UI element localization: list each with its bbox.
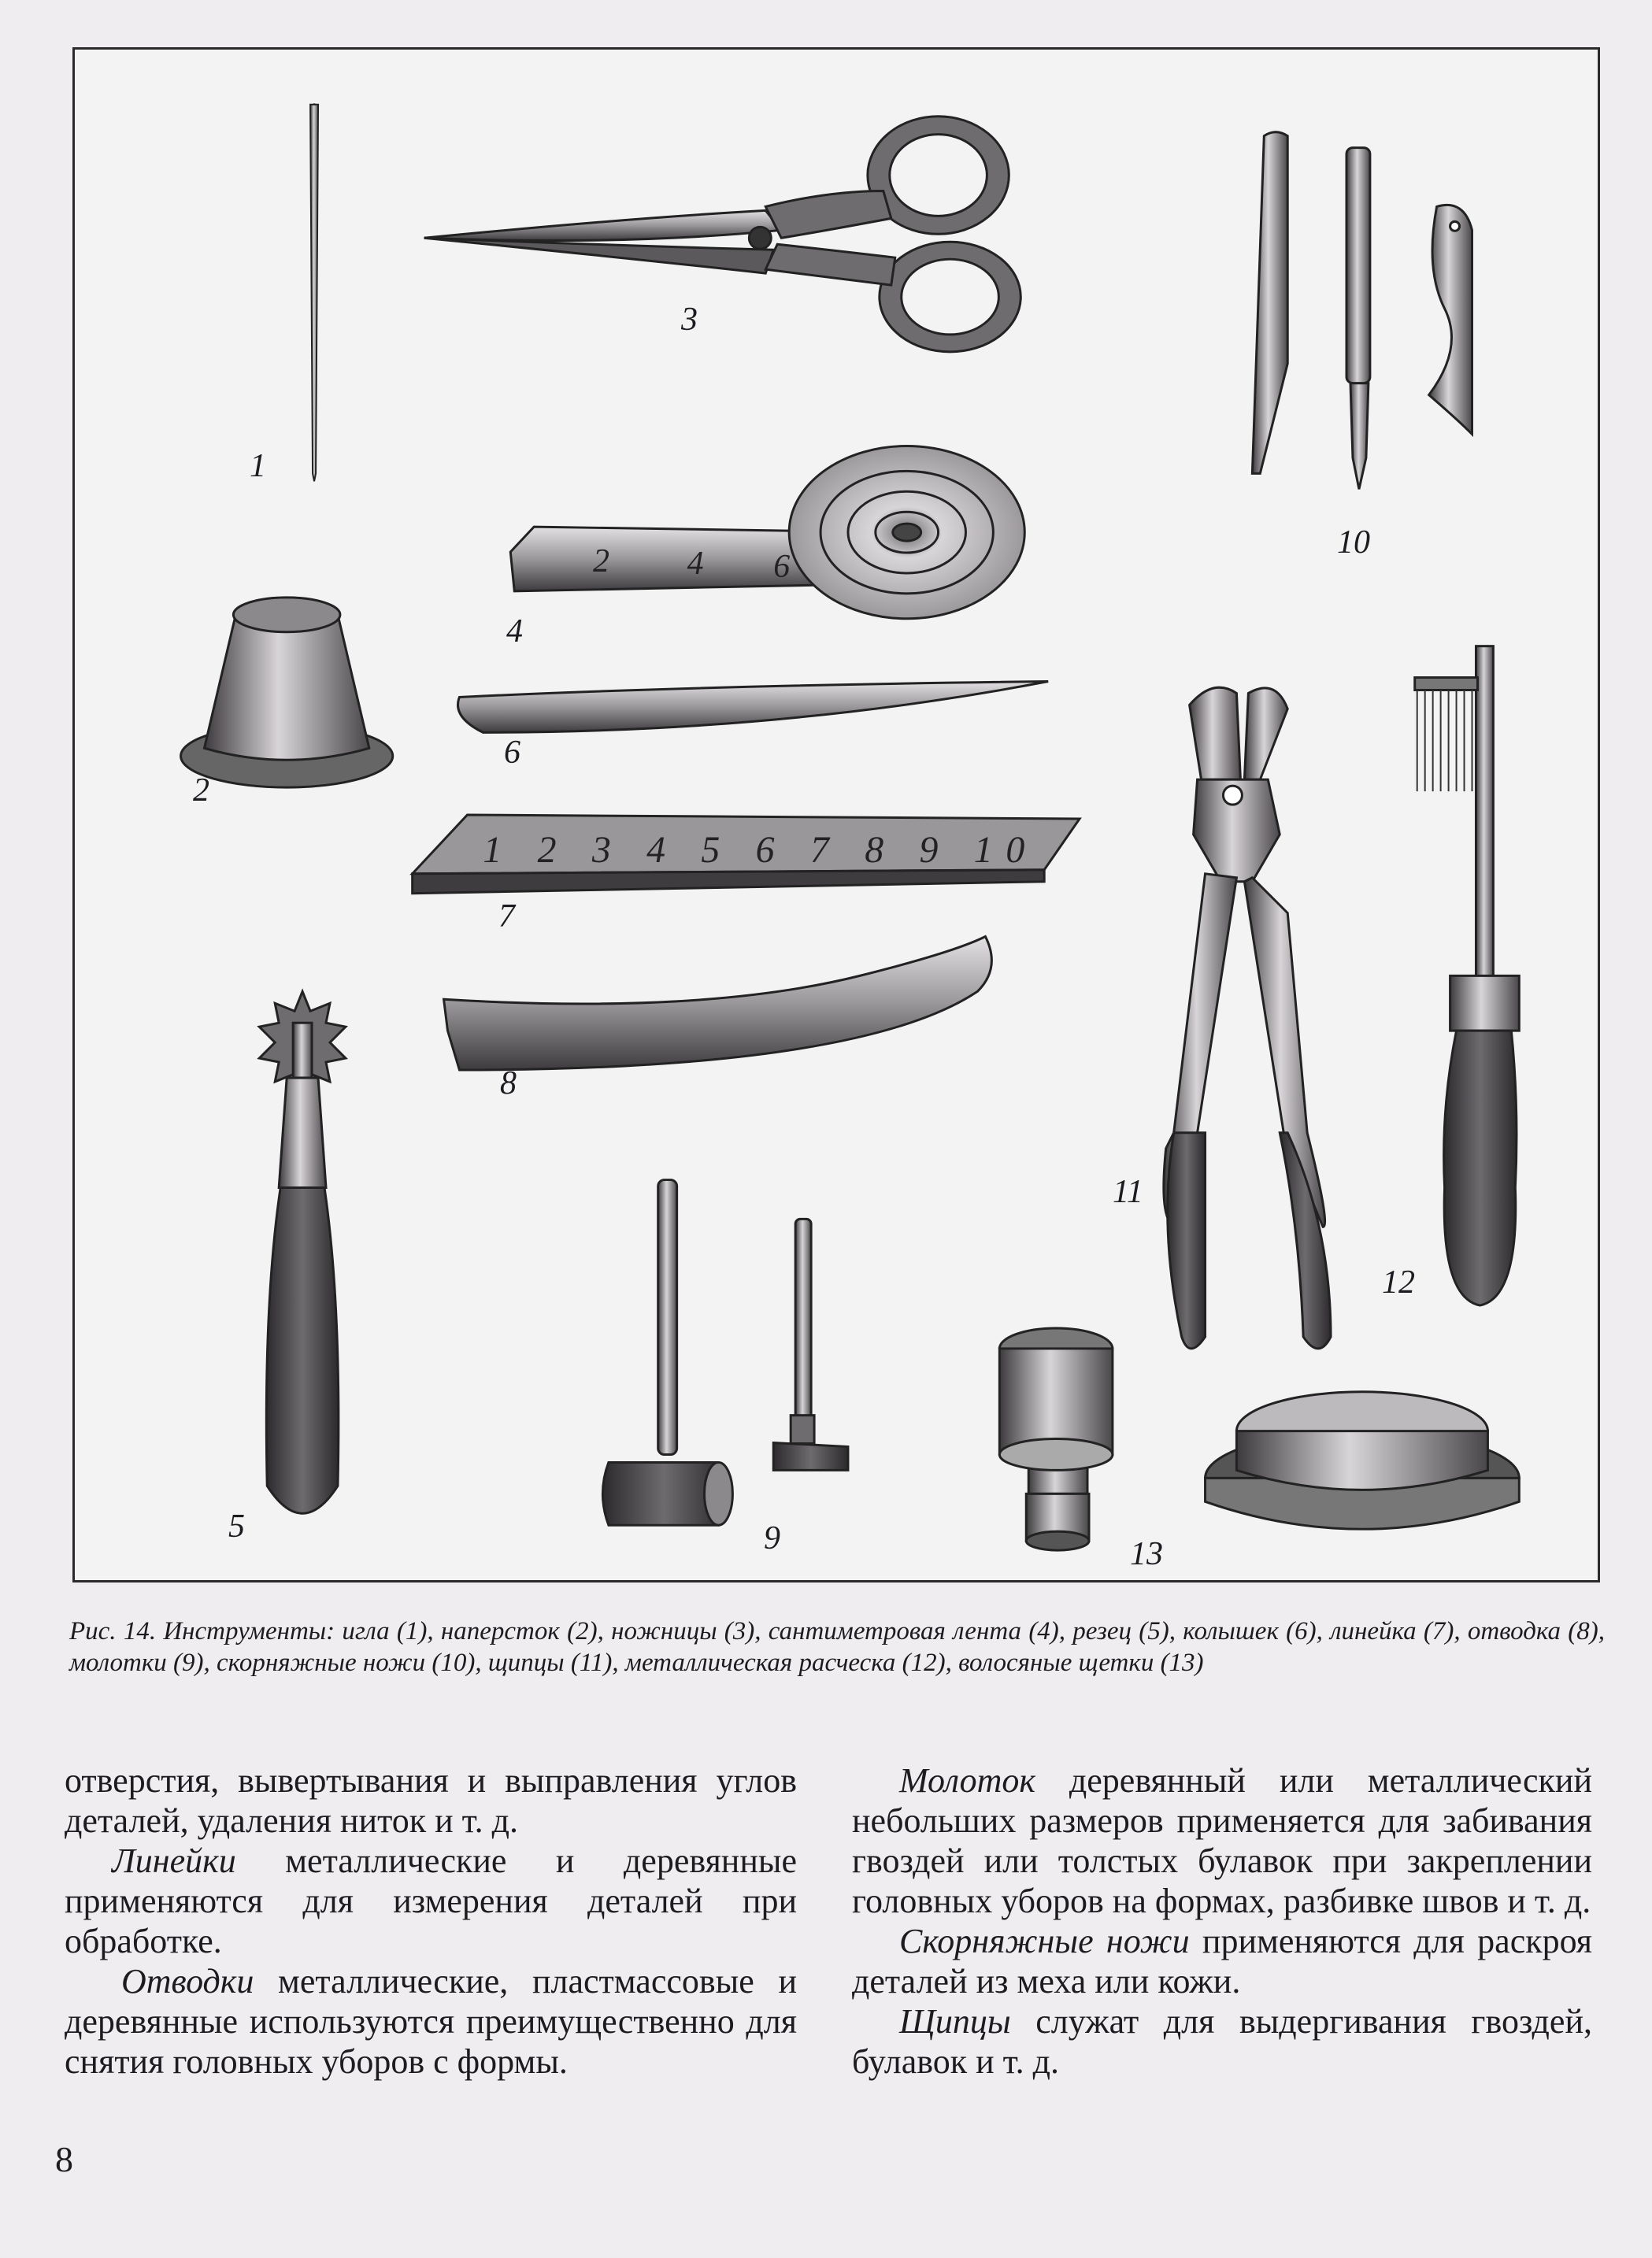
right-paragraph-2: [852, 1921, 1592, 2001]
right-paragraph-1-text: деревянный или металлический небольших размеров применяется для забивания гвоздей или толстых булавок при закреплении головных уборов на формах, разбивке швов и т. д.: [852, 1761, 1592, 1920]
left-paragraph-2-text: металлические и деревянные применяются для измерения деталей при обработке.: [65, 1842, 797, 1960]
label-4: 4: [506, 613, 523, 650]
label-1: 1: [250, 448, 266, 484]
hair-brushes-illustration: [999, 1328, 1519, 1550]
left-paragraph-2: [65, 1841, 797, 1961]
label-8: 8: [500, 1065, 517, 1101]
thimble-illustration: [181, 598, 393, 787]
measuring-tape-illustration: [510, 446, 1024, 618]
hammers-illustration: [602, 1180, 848, 1526]
right-paragraph-1: [852, 1760, 1592, 1921]
label-9: 9: [764, 1520, 780, 1557]
left-paragraph-1: отверстия, вывертывания и выправления углов деталей, удаления ниток и т. д.: [65, 1761, 797, 1840]
scissors-illustration: [424, 117, 1021, 352]
tape-digit-4: 4: [687, 545, 704, 582]
ruler-digits: 1 2 3 4 5 6 7 8 9 10: [483, 828, 1025, 871]
label-6: 6: [504, 735, 520, 771]
right-paragraph-3: [852, 2001, 1592, 2082]
tools-illustration: [75, 50, 1598, 1580]
tracing-wheel-illustration: [259, 991, 346, 1513]
ruler-illustration: [413, 815, 1080, 894]
label-5: 5: [228, 1508, 245, 1545]
peg-illustration: [457, 682, 1048, 733]
needle-illustration: [310, 105, 318, 482]
term-smoothers: Отводки: [121, 1962, 254, 2001]
comb-illustration: [1415, 646, 1520, 1305]
label-13: 13: [1130, 1536, 1163, 1572]
label-12: 12: [1382, 1264, 1415, 1301]
label-10: 10: [1337, 524, 1370, 561]
term-hammer: Молоток: [899, 1761, 1036, 1800]
pliers-illustration: [1164, 687, 1331, 1349]
figure-frame: [72, 47, 1600, 1582]
left-column: [65, 1760, 797, 2082]
fur-knives-illustration: [1252, 132, 1472, 490]
tape-digit-6: 6: [773, 548, 791, 585]
right-paragraph-2-text: применяются для раскроя деталей из меха или кожи.: [852, 1922, 1593, 2001]
figure-caption: Рис. 14. Инструменты: игла (1), наперсток (2), ножницы (3), сантиметровая лента (4), резец (5), колышек (6), линейка (7), отводка (8), молотки (9), скорняжные ножи (10), щипцы (11), металлическая расческа (12), волосяные щетки (13): [69, 1617, 1605, 1677]
label-3: 3: [681, 302, 698, 338]
left-paragraph-3-text: металлические, пластмассовые и деревянные используются преимущественно для снятия головных уборов с формы.: [65, 1962, 797, 2081]
tape-digit-2: 2: [592, 542, 609, 579]
right-paragraph-3-text: служат для выдергивания гвоздей, булавок и т. д.: [852, 2002, 1592, 2081]
term-rulers: Линейки: [112, 1842, 236, 1880]
page-number: 8: [55, 2139, 73, 2179]
label-11: 11: [1113, 1174, 1143, 1210]
term-pliers: Щипцы: [899, 2002, 1011, 2041]
label-7: 7: [498, 898, 515, 935]
label-2: 2: [193, 772, 209, 809]
right-column: [852, 1760, 1592, 2082]
term-fur-knives: Скорняжные ножи: [899, 1922, 1190, 1960]
smoother-illustration: [444, 937, 992, 1070]
left-paragraph-3: [65, 1961, 797, 2082]
